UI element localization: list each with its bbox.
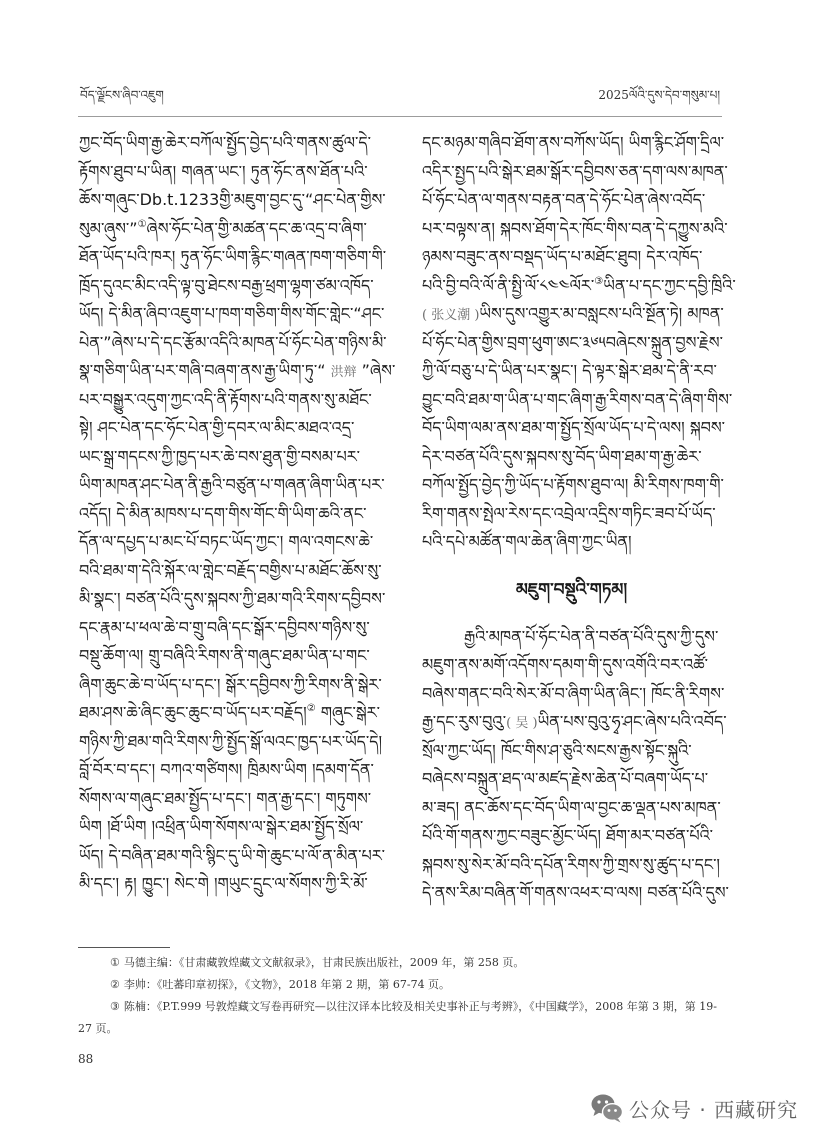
text-line: བཞེས་གནང་བའི་སེར་མོ་བ་ཞིག་ཡིན་ཞིང་། ཁོང་ནི་རིགས་ <box>422 683 725 703</box>
text-line: བཞེངས་བསྐྲུན་ཐད་ལ་མཛད་རྗེས་ཆེན་པོ་བཞག་ཡོད་པ་ <box>422 769 709 788</box>
running-head-issue: 2025ལོའི་དུས་དེབ་གསུམ་པ། <box>598 88 720 102</box>
text-line: བཀོལ་སྤྱོད་བྱེད་ཀྱི་ཡོད་པ་རྟོགས་ཐུབ་ལ། མི་རིགས་ཁག་གི་ <box>422 475 724 494</box>
header-divider <box>78 116 722 117</box>
text-segment: སྣ་གཅིག་ཡིན་པར་གཞི་བཞག་ནས་རྒྱ་ཡིག་ཏུ་“ <box>79 361 331 380</box>
text-segment: ཡིས་དུས་འགྱུར་མ་བསླངས་པའི་སྔོན་ཏེ། མཁན་ <box>479 304 724 323</box>
text-line <box>422 300 724 329</box>
footnote-ref-3: ③ <box>594 275 604 287</box>
text-segment: སུམ་ཞུས་” <box>79 218 138 238</box>
running-head-journal-title: བོད་ལྗོངས་ཞིབ་འཇུག <box>80 88 164 102</box>
text-line: དོན་ལ་དཔྱད་པ་མང་པོ་བཏང་ཡོད་ཀྱང་། གལ་འགངས་ཆེ་ <box>79 532 374 551</box>
text-line: མི་དང་། རྟ། ཁྱུང་། སེང་གེ །གཡུང་དྲུང་ལ་སོགས་ཀྱི་རི་མོ་ <box>79 874 368 893</box>
chinese-name: ( 张义潮 ) <box>422 308 480 323</box>
text-line: པར་བསྒྱུར་འདུག་ཀྱང་འདི་ནི་རྟོགས་པའི་གནས་སུ་མཐོང་ <box>79 389 372 409</box>
footnote-marker: ① <box>110 956 120 969</box>
watermark-text: 公众号 · 西藏研究 <box>629 1097 799 1122</box>
text-line: པེན་”ཞེས་པ་དེ་དང་རྩོམ་འདིའི་མཁན་པོ་ཧོང་པེན་གཉིས་མི་ <box>79 332 387 352</box>
text-line: ཡོད། དེ་མིན་ཞིབ་འཇུག་པ་ཁག་གཅིག་གིས་གོང་གླེང་“ཤང་ <box>79 304 385 323</box>
text-line: མི་སྣང་། བཙན་པོའི་དུས་སྐབས་ཀྱི་ཐམ་གའི་རིགས་དབྱིབས་ <box>79 589 386 608</box>
footnote-ref-2: ② <box>306 703 316 714</box>
text-segment: ཡིན་པ་དང་ཀྱང་དབྱི་ཁྲིའི་ <box>603 275 736 295</box>
text-line: ཡོད། དེ་བཞིན་ཐམ་གའི་སྙིང་དུ་ཡི་གེ་ཆུང་པ་ལོ་ན་མིན་པར་ <box>79 845 386 865</box>
text-line: པོའི་གོ་གནས་ཀྱང་བཟུང་མྱོང་ཡོད། ཐོག་མར་བཙན་པོའི་ <box>422 826 714 845</box>
text-line: བསྡུ་ཆོག་ལ། གྲུ་བཞིའི་རིགས་ནི་གཞུང་ཐམ་ཡིན་པ་གང་ <box>79 646 370 665</box>
text-line: སོགས་ལ་གཞུང་ཐམ་སྤྱོད་པ་དང་། གན་རྒྱ་དང་། གཏུགས་ <box>79 788 372 808</box>
footnote-marker: ③ <box>110 1000 120 1013</box>
text-line <box>79 215 391 244</box>
text-line: པོ་ཧོང་པེན་གྱིས་བྲག་ཕུག་ཨང་༣༦༥བཞེངས་སྐྲུན་བྱས་རྗེས་ <box>422 332 723 352</box>
footnotes <box>78 952 722 1040</box>
text-line: པའི་དཔེ་མཚོན་གལ་ཆེན་ཞིག་ཀྱང་ཡིན། <box>422 532 632 551</box>
text-line: བོད་ཡིག་ལམ་ནས་ཐམ་ག་སྤྱོད་སྲོལ་ཡོད་པ་དེ་ལས། སྐབས་ <box>422 418 726 437</box>
text-segment: ཐམ་ཤས་ཆེ་ཞིང་ཆུང་ཆུང་བ་ཡོད་པར་བརྗོད། <box>79 703 307 722</box>
text-line: འདོད། དེ་མིན་མཁས་པ་དག་གིས་གོང་གི་ཡིག་ཆའི་ནང་ <box>79 503 367 523</box>
paragraph <box>422 623 729 908</box>
text-line: ཡང་སྒྲ་གདངས་ཀྱི་ཁྱད་པར་ཆེ་བས་ཐུན་གྱི་བསམ་པར་ <box>79 446 361 466</box>
text-line: ཉམས་བཟུང་ནས་བསྡད་ཡོད་པ་མཐོང་ཐུབ། དེར་འཁོད་ <box>422 247 703 266</box>
text-line: བའི་ཐམ་ག་དེའི་སྐོར་ལ་གླེང་བརྗོད་བགྱིས་པ་མཐོང་ཆོས་སུ་ <box>79 560 382 580</box>
footnote-2 <box>78 974 722 996</box>
text-line <box>422 272 736 301</box>
text-segment: གཞུང་སྒེར་ <box>315 703 380 722</box>
text-line: ཡིག །ཐོ་ཡིག །འཕྲིན་ཡིག་སོགས་ལ་སྒེར་ཐམ་སྤྱོད་སྲོལ་ <box>79 817 364 836</box>
wechat-icon <box>590 1092 624 1124</box>
text-line: ཀྱི་ལོ་བཅུ་པ་དེ་ཡིན་པར་སྣང་། དེ་ལྟར་སྒེར་ཐམ་དེ་ནི་རབ་ <box>422 361 717 380</box>
text-segment: ཡིན་པས་བུའུ་ཧྭ་ཤང་ཞེས་པའི་འབོད་ <box>537 712 727 731</box>
text-line: མཇུག་ནས་མགོ་འདོགས་དམག་གི་དུས་འགོའི་བར་འཚོ་ <box>422 655 709 674</box>
page-number: 88 <box>78 1052 94 1066</box>
text-segment: ཞེས་ཧོང་པེན་གྱི་མཚན་དང་ཆ་འདྲ་བ་ཞིག་ <box>146 218 367 238</box>
text-line: དེ་ནས་རིམ་བཞིན་གོ་གནས་འཕར་བ་ལས། བཙན་པོའི་དུས་ <box>422 883 729 902</box>
footnote-ref-1: ① <box>137 218 147 230</box>
right-column <box>422 129 736 908</box>
left-column <box>79 129 396 899</box>
watermark <box>590 1092 798 1124</box>
text-line: པོ་ཧོང་པེན་ལ་གནས་བརྟན་བན་དེ་ཧོང་པེན་ཞེས་འབོད་ <box>422 190 706 209</box>
text-line: སྟེ། ཤང་པེན་དང་ཧོང་པེན་གྱི་དབར་ལ་མིང་མཐའ་འདྲ་ <box>79 418 355 437</box>
text-line <box>79 699 391 728</box>
footnote-text: 李帅：《吐蕃印章初探》，《文物》，2018 年第 2 期，第 67-74 页。 <box>123 978 451 991</box>
footnote-marker: ② <box>110 978 120 991</box>
text-line: རྒྱའི་མཁན་པོ་ཧོང་པེན་ནི་བཙན་པོའི་དུས་ཀྱི་དུས་ <box>464 626 719 646</box>
text-line: སྐབས་སུ་སེར་མོ་བའི་དཔོན་རིགས་ཀྱི་གྲས་སུ་ཚུད་པ་དང་། <box>422 854 720 874</box>
paragraph <box>422 129 736 557</box>
text-segment: ”ཞེས་ <box>356 361 396 380</box>
text-segment: པའི་བྱི་བའི་ལོ་ནི་སྤྱི་ལོ་༨༤༤ལོར་ <box>422 275 595 295</box>
text-segment: རྒྱ་དང་རུས་བུའུ་ <box>422 712 507 731</box>
text-line: ཐོན་ཡོད་པའི་ཁར། ཏུན་ཧོང་ཡིག་རྙིང་གཞན་ཁག་གཅིག་གི་ <box>79 247 387 266</box>
section-heading: མཇུག་བསྡུའི་གཏམ། <box>515 579 628 600</box>
text-line: རྟོགས་ཐུབ་པ་ཡིན། གཞན་ཡང་། ཏུན་ཧོང་ནས་ཐོན་པའི་ <box>79 161 368 181</box>
footnote-3 <box>78 996 722 1040</box>
text-line: བློ་བོར་བ་དང་། བཀའ་གཙིགས། ཁྲིམས་ཡིག །དམག་དོན་ <box>79 760 374 779</box>
text-line: ཞིག་ཆུང་ཆེ་བ་ཡོད་པ་དང་། སྒོར་དབྱིབས་ཀྱི་རིགས་ནི་སྒེར་ <box>79 674 382 694</box>
footnote-text: 陈楠：《P.T.999 号敦煌藏文写卷再研究—以往汉译本比较及相关史事补正与考辨》，《中国藏学》，2008 年第 3 期，第 19-27 页。 <box>78 1000 717 1035</box>
footnote-1 <box>78 952 722 974</box>
text-line: ཆོས་གཞུང་Db.t.1233གྱི་མཇུག་བྱང་དུ་“ཤང་པེན་གྱིས་ <box>79 190 386 209</box>
text-line: དང་རྣམ་པ་ཕལ་ཆེ་བ་གྲུ་བཞི་དང་སྒོར་དབྱིབས་གཉིས་སུ་ <box>79 617 370 637</box>
text-line: དང་མཉམ་གཞིབ་ཐོག་ནས་བཀོས་ཡོད། ཡིག་རྙིང་ཤོག་དྲིལ་ <box>422 133 725 152</box>
text-line: དེར་བཙན་པོའི་དུས་སྐབས་སུ་བོད་ཡིག་ཐམ་ག་རྒྱ་ཆེར་ <box>422 446 702 466</box>
text-line: ཁྲོད་དུའང་མིང་འདི་ལྟ་བུ་ཐེངས་བརྒྱ་ཕྲག་ལྷག་ཙམ་འཁོད་ <box>79 275 374 295</box>
text-line: ཡིག་མཁན་ཤང་པེན་ནི་རྒྱའི་བཙུན་པ་གཞན་ཞིག་ཡིན་པར་ <box>79 475 385 494</box>
text-line: མ་ཟད། ནང་ཆོས་དང་བོད་ཡིག་ལ་བྱང་ཆ་ལྡན་པས་མཁན་ <box>422 797 721 817</box>
chinese-name: 洪辩 <box>330 365 357 380</box>
footnote-text: 马德主编：《甘肃藏敦煌藏文文献叙录》，甘肃民族出版社，2009 年，第 258 页。 <box>123 956 525 969</box>
text-line: བྱུང་བའི་ཐམ་ག་ཡིན་པ་གང་ཞིག་རྒྱ་རིགས་བན་དེ་ཞིག་གིས་ <box>422 389 733 409</box>
text-line <box>422 708 727 737</box>
text-line <box>79 357 396 386</box>
text-line: རིག་གནས་སྤེལ་རེས་དང་འབྲེལ་འདྲིས་གཏིང་ཟབ་པོ་ཡོད་ <box>422 503 716 523</box>
text-line: འདིར་སྤྱད་པའི་སྒེར་ཐམ་སྒོར་དབྱིབས་ཅན་དག་ལས་མཁན་ <box>422 161 728 181</box>
chinese-name: ( 吴 ) <box>506 716 538 731</box>
footnote-divider <box>78 947 170 948</box>
text-line: སྲོལ་ཀྱང་ཡོད། ཁོང་གིས་ཤ་ཅུའི་སངས་རྒྱས་སྟོང་སྐུའི་ <box>422 740 692 760</box>
text-line: ཀྱང་བོད་ཡིག་རྒྱ་ཆེར་བཀོལ་སྤྱོད་བྱེད་པའི་གནས་ཚུལ་དེ་ <box>79 133 371 152</box>
text-line: པར་བལྟས་ན། སྐབས་ཐོག་དེར་ཁོང་གིས་བན་དེ་དཀྱུས་མའི་ <box>422 218 728 238</box>
text-line: གཉིས་ཀྱི་ཐམ་གའི་རིགས་ཀྱི་སྤྱོད་སྒོ་ལའང་ཁྱད་པར་ཡོད་དེ། <box>79 731 383 751</box>
